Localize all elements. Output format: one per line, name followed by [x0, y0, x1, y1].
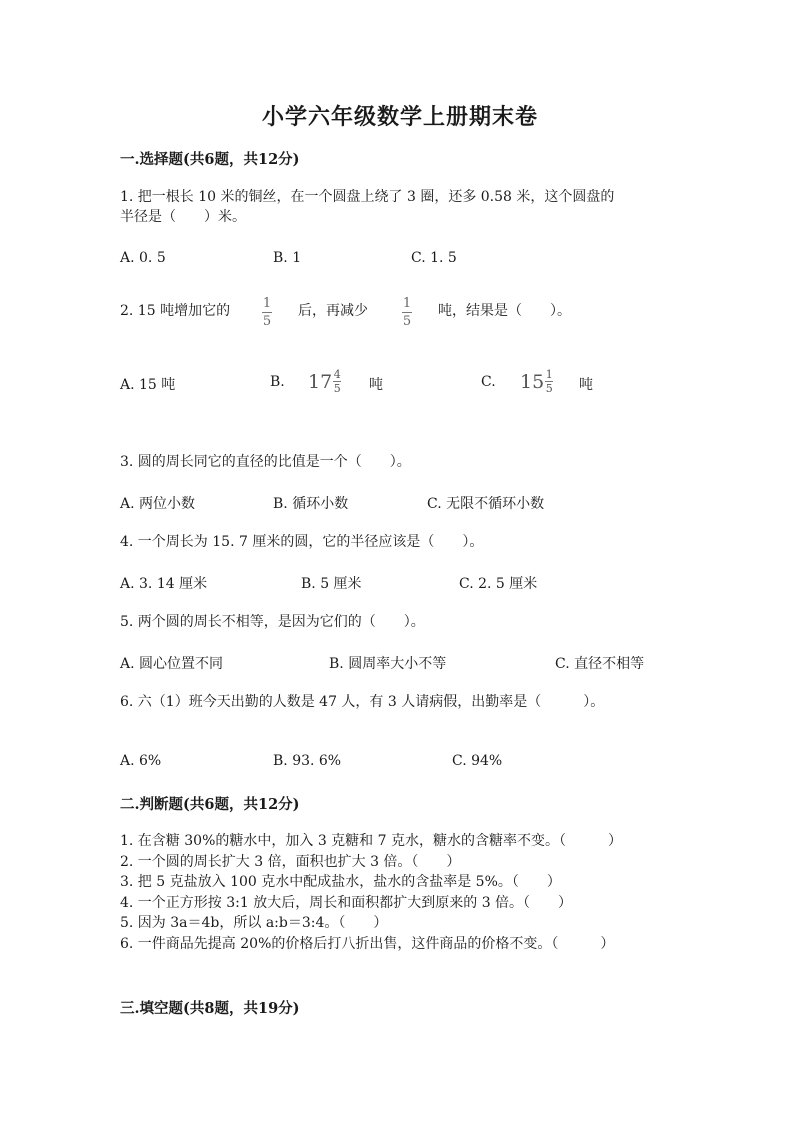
question-6: 6. 六（1）班今天出勤的人数是 47 人，有 3 人请病假，出勤率是（ ）。 [120, 694, 605, 710]
section-heading-fill: 三.填空题(共8题，共19分) [120, 1000, 300, 1017]
judge-item-2: 2. 一个圆的周长扩大 3 倍，面积也扩大 3 倍。（ ） [120, 853, 461, 870]
option-2c-unit: 吨 [579, 377, 593, 393]
section-heading-judge: 二.判断题(共6题，共12分) [120, 796, 300, 813]
fraction-bar [262, 312, 272, 313]
option-2b-unit: 吨 [369, 377, 383, 393]
judge-item-5: 5. 因为 3a＝4b，所以 a:b＝3:4。（ ） [120, 915, 388, 931]
mixed-whole: 17 [308, 370, 333, 393]
option-5a: A. 圆心位置不同 [120, 656, 224, 672]
mixed-fraction [545, 369, 553, 394]
fraction-one-fifth [402, 297, 412, 328]
fraction-denominator: 5 [333, 382, 341, 395]
option-6a: A. 6% [120, 753, 162, 769]
fraction-denominator: 5 [402, 314, 412, 329]
fraction-numerator: 1 [262, 296, 272, 311]
option-6c: C. 94% [452, 753, 503, 769]
mixed-whole: 15 [520, 370, 545, 393]
option-1a: A. 0. 5 [120, 250, 166, 266]
question-4: 4. 一个周长为 15. 7 厘米的圆，它的半径应该是（ ）。 [120, 534, 484, 550]
question-2-mid: 后，再减少 [298, 303, 368, 319]
option-6b: B. 93. 6% [273, 753, 342, 769]
option-1c: C. 1. 5 [411, 250, 457, 266]
question-1-line2: 半径是（ ）米。 [120, 209, 246, 225]
option-3b: B. 循环小数 [273, 496, 349, 512]
page-title: 小学六年级数学上册期末卷 [261, 104, 538, 130]
section-heading-choice: 一.选择题(共6题，共12分) [120, 151, 300, 168]
fraction-one-fifth [262, 297, 272, 328]
mixed-number-15-1-5 [520, 369, 553, 394]
option-2c-label: C. [481, 374, 496, 390]
option-5b: B. 圆周率大小不等 [329, 656, 447, 672]
mixed-fraction [333, 369, 341, 394]
judge-list [120, 831, 622, 954]
option-1b: B. 1 [273, 250, 302, 266]
question-2-suffix: 吨，结果是（ ）。 [438, 303, 571, 319]
judge-item-6: 6. 一件商品先提高 20%的价格后打八折出售，这件商品的价格不变。（ ） [120, 935, 615, 952]
option-4a: A. 3. 14 厘米 [120, 576, 208, 592]
question-1-line1: 1. 把一根长 10 米的铜丝，在一个圆盘上绕了 3 圈，还多 0.58 米，这个圆盘的 [120, 189, 615, 205]
question-3: 3. 圆的周长同它的直径的比值是一个（ ）。 [120, 454, 411, 470]
judge-item-1: 1. 在含糖 30%的糖水中，加入 3 克糖和 7 克水，糖水的含糖率不变。（ ） [120, 833, 622, 849]
judge-item-4: 4. 一个正方形按 3:1 放大后，周长和面积都扩大到原来的 3 倍。（ ） [120, 894, 573, 911]
question-5: 5. 两个圆的周长不相等，是因为它们的（ ）。 [120, 614, 425, 630]
fraction-numerator: 1 [545, 368, 553, 381]
option-3a: A. 两位小数 [120, 496, 196, 512]
fraction-numerator: 4 [333, 368, 341, 381]
option-4b: B. 5 厘米 [301, 576, 362, 592]
judge-item-3: 3. 把 5 克盐放入 100 克水中配成盐水，盐水的含盐率是 5%。（ ） [120, 874, 561, 890]
question-1 [120, 187, 614, 227]
option-3c: C. 无限不循环小数 [427, 496, 545, 512]
option-2a: A. 15 吨 [120, 377, 176, 393]
option-2b-label: B. [270, 374, 285, 390]
option-5c: C. 直径不相等 [555, 656, 645, 672]
fraction-numerator: 1 [402, 296, 412, 311]
fraction-denominator: 5 [262, 314, 272, 329]
mixed-number-17-4-5 [308, 369, 341, 394]
fraction-denominator: 5 [545, 382, 553, 395]
fraction-bar [402, 312, 412, 313]
question-2-prefix: 2. 15 吨增加它的 [120, 303, 231, 319]
option-4c: C. 2. 5 厘米 [459, 576, 538, 592]
